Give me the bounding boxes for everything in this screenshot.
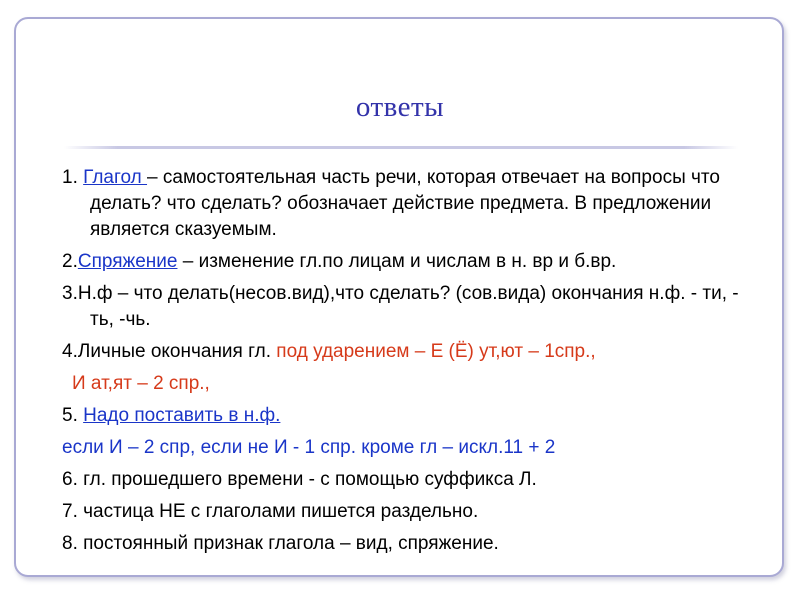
answer-text: 4.Личные окончания гл. — [62, 341, 277, 362]
term-link-spryazhenie[interactable]: Спряжение — [77, 251, 178, 272]
answers-list — [62, 165, 752, 563]
answer-number: 2. — [62, 251, 78, 272]
answer-item-1 — [62, 165, 752, 243]
answer-item-4-cont — [62, 371, 752, 397]
answer-number: 5. — [62, 405, 84, 426]
answer-text: 6. гл. прошедшего времени - с помощью суффикса Л. — [62, 469, 537, 490]
answer-text: 7. частица НЕ с глаголами пишется раздельно. — [62, 501, 479, 522]
answer-item-5 — [62, 403, 752, 429]
stressed-endings-text: под ударением – Е (Ё) ут,ют – 1спр., — [276, 341, 596, 362]
answer-item-4 — [62, 339, 752, 365]
term-link-glagol[interactable]: Глагол — [83, 167, 148, 188]
answer-text: 3.Н.ф – что делать(несов.вид),что сделать? (сов.вида) окончания н.ф. - ти, - ть, -чь. — [62, 283, 739, 330]
answer-item-3 — [62, 281, 752, 333]
answer-item-5-cont — [62, 435, 752, 461]
answer-item-2 — [62, 249, 752, 275]
answer-item-7 — [62, 499, 752, 525]
answer-text: 8. постоянный признак глагола – вид, спряжение. — [62, 533, 499, 554]
infinitive-link[interactable]: Надо поставить в н.ф. — [83, 405, 281, 426]
slide-title: ответы — [355, 91, 445, 123]
answer-item-6 — [62, 467, 752, 493]
second-conjugation-endings: И ат,ят – 2 спр., — [72, 373, 210, 394]
conjugation-rule-text: если И – 2 спр, если не И - 1 спр. кроме гл – искл.11 + 2 — [62, 437, 556, 458]
title-divider — [64, 146, 738, 149]
answer-item-8 — [62, 531, 752, 557]
answer-text: – изменение гл.по лицам и числам в н. вр и б.вр. — [177, 251, 617, 272]
answer-text: – самостоятельная часть речи, которая отвечает на вопросы что делать? что сделать? обозначает действие предмета. В предложении является сказуемым. — [90, 167, 720, 240]
answer-number: 1. — [62, 167, 84, 188]
